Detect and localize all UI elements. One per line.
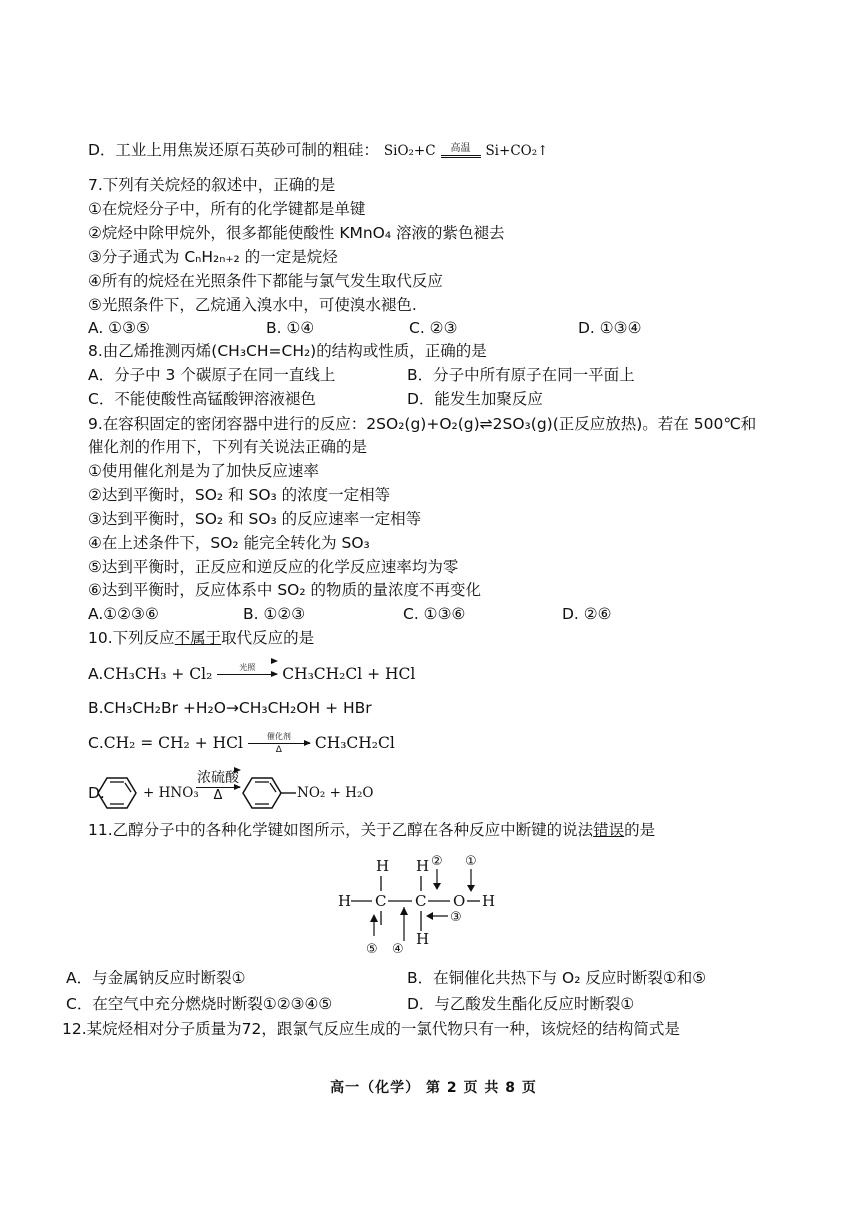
- q7-option-a[interactable]: A. ①③⑤: [88, 319, 150, 337]
- q10-option-a[interactable]: [88, 662, 415, 687]
- atom-h-top-left: H: [376, 857, 390, 875]
- q7-item-3: ③分子通式为 CₙH₂ₙ₊₂ 的一定是烷烃: [88, 248, 338, 266]
- q7-option-c[interactable]: C. ②③: [409, 319, 458, 337]
- q11-stem: [88, 820, 655, 840]
- q11-stem-post: 的是: [624, 821, 656, 839]
- q10-d-reagent: + HNO₃: [143, 785, 199, 801]
- q10-option-c[interactable]: [88, 731, 395, 756]
- q9-item-3: ③达到平衡时，SO₂ 和 SO₃ 的反应速率一定相等: [88, 510, 422, 528]
- q9-item-1: ①使用催化剂是为了加快反应速率: [88, 462, 319, 480]
- q10-c-right: CH₃CH₂Cl: [314, 734, 395, 752]
- q10-d-label: D.: [88, 784, 105, 802]
- nitrobenzene-ring-icon: [242, 775, 298, 811]
- q9-stem-line2: 催化剂的作用下，下列有关说法正确的是: [88, 438, 368, 456]
- ethanol-bond-diagram: [330, 843, 510, 963]
- atom-c-first: C: [375, 892, 387, 910]
- q7-item-5: ⑤光照条件下，乙烷通入溴水中，可使溴水褪色.: [88, 296, 417, 314]
- q11-stem-underlined: 错误: [593, 821, 625, 839]
- atom-h-bottom-right: H: [416, 930, 430, 948]
- q7-stem: 7.下列有关烷烃的叙述中，正确的是: [88, 176, 336, 194]
- q6-equation-condition: [441, 143, 481, 159]
- q10-d-product: NO₂ + H₂O: [297, 785, 374, 801]
- bond-mark-5: ⑤: [366, 942, 378, 957]
- q10-d-condition-bottom: Δ: [213, 788, 223, 803]
- bond-mark-1: ①: [465, 854, 477, 869]
- q10-stem: [88, 628, 314, 648]
- atom-h-top-right: H: [416, 857, 430, 875]
- q9-option-d[interactable]: D. ②⑥: [562, 605, 612, 623]
- q10-a-condition: 光照: [239, 663, 256, 672]
- q10-a-label: A.: [88, 665, 104, 683]
- q7-option-d[interactable]: D. ①③④: [578, 319, 642, 337]
- q11-option-b[interactable]: B．在铜催化共热下与 O₂ 反应时断裂①和⑤: [407, 969, 707, 987]
- q10-c-label: C.: [88, 734, 104, 752]
- q10-stem-post: 取代反应的是: [221, 629, 315, 647]
- q10-stem-underlined: 不属于: [174, 629, 222, 647]
- q10-a-left: CH₃CH₃ + Cl₂: [103, 665, 213, 683]
- q12-stem: 12.某烷烃相对分子质量为72，跟氯气反应生成的一氯代物只有一种，该烷烃的结构简式是: [62, 1020, 680, 1038]
- q6-option-d: [88, 140, 548, 161]
- q9-item-2: ②达到平衡时，SO₂ 和 SO₃ 的浓度一定相等: [88, 486, 391, 504]
- q9-stem-line1: 9.在容积固定的密闭容器中进行的反应：2SO₂(g)+O₂(g)⇌2SO₃(g)(正反应放热)。若在 500℃和: [88, 415, 757, 433]
- q10-d-condition-top: 浓硫酸: [197, 770, 239, 786]
- q6-equation-right: Si+CO₂↑: [485, 143, 549, 159]
- q9-item-4: ④在上述条件下，SO₂ 能完全转化为 SO₃: [88, 534, 370, 552]
- q7-item-2: ②烷烃中除甲烷外，很多都能使酸性 KMnO₄ 溶液的紫色褪去: [88, 224, 505, 242]
- q10-c-left: CH₂ = CH₂ + HCl: [103, 734, 243, 752]
- q10-a-right: CH₃CH₂Cl + HCl: [282, 665, 416, 683]
- q7-item-1: ①在烷烃分子中，所有的化学键都是单键: [88, 200, 366, 218]
- q9-option-c[interactable]: C. ①③⑥: [403, 605, 466, 623]
- q9-item-5: ⑤达到平衡时，正反应和逆反应的化学反应速率均为零: [88, 558, 459, 576]
- q6-condition-text: 高温: [450, 142, 471, 154]
- bond-mark-2: ②: [431, 854, 443, 869]
- q11-option-a[interactable]: A．与金属钠反应时断裂①: [66, 969, 246, 987]
- atom-o: O: [453, 892, 466, 910]
- bond-mark-4: ④: [392, 942, 404, 957]
- q6-equation-left: SiO₂+C: [383, 143, 436, 159]
- q8-option-b[interactable]: B．分子中所有原子在同一平面上: [407, 366, 635, 384]
- q8-option-c[interactable]: C．不能使酸性高锰酸钾溶液褪色: [88, 390, 316, 408]
- atom-h-left: H: [338, 892, 352, 910]
- q11-stem-pre: 11.乙醇分子中的各种化学键如图所示，关于乙醇在各种反应中断键的说法: [88, 821, 594, 839]
- q10-c-condition-bottom: Δ: [275, 745, 282, 755]
- q8-stem: 8.由乙烯推测丙烯(CH₃CH=CH₂)的结构或性质，正确的是: [88, 342, 487, 360]
- q9-option-b[interactable]: B. ①②③: [243, 605, 306, 623]
- atom-c-second: C: [415, 892, 427, 910]
- q8-option-a[interactable]: A．分子中 3 个碳原子在同一直线上: [88, 366, 336, 384]
- bond-mark-3: ③: [450, 910, 462, 925]
- q10-d-arrow: [196, 771, 240, 803]
- page-footer: 高一（化学） 第 2 页 共 8 页: [330, 1080, 537, 1096]
- q7-item-4: ④所有的烷烃在光照条件下都能与氯气发生取代反应: [88, 272, 443, 290]
- q11-option-c[interactable]: C．在空气中充分燃烧时断裂①②③④⑤: [66, 995, 333, 1013]
- q9-option-a[interactable]: A.①②③⑥: [88, 605, 159, 623]
- q10-option-b[interactable]: B.CH₃CH₂Br +H₂O→CH₃CH₂OH + HBr: [88, 699, 372, 717]
- q10-a-arrow: [217, 662, 277, 687]
- q6-option-d-text: D．工业上用焦炭还原石英砂可制的粗硅：: [88, 141, 379, 159]
- atom-h-right: H: [482, 892, 496, 910]
- q11-option-d[interactable]: D．与乙酸发生酯化反应时断裂①: [407, 995, 635, 1013]
- q7-option-b[interactable]: B. ①④: [266, 319, 315, 337]
- q9-item-6: ⑥达到平衡时，反应体系中 SO₂ 的物质的量浓度不再变化: [88, 581, 482, 599]
- q10-stem-pre: 10.下列反应: [88, 629, 175, 647]
- benzene-ring-icon: [97, 775, 137, 811]
- q8-option-d[interactable]: D．能发生加聚反应: [407, 390, 543, 408]
- q10-c-condition-top: 催化剂: [266, 732, 291, 741]
- q10-c-arrow: [248, 731, 310, 756]
